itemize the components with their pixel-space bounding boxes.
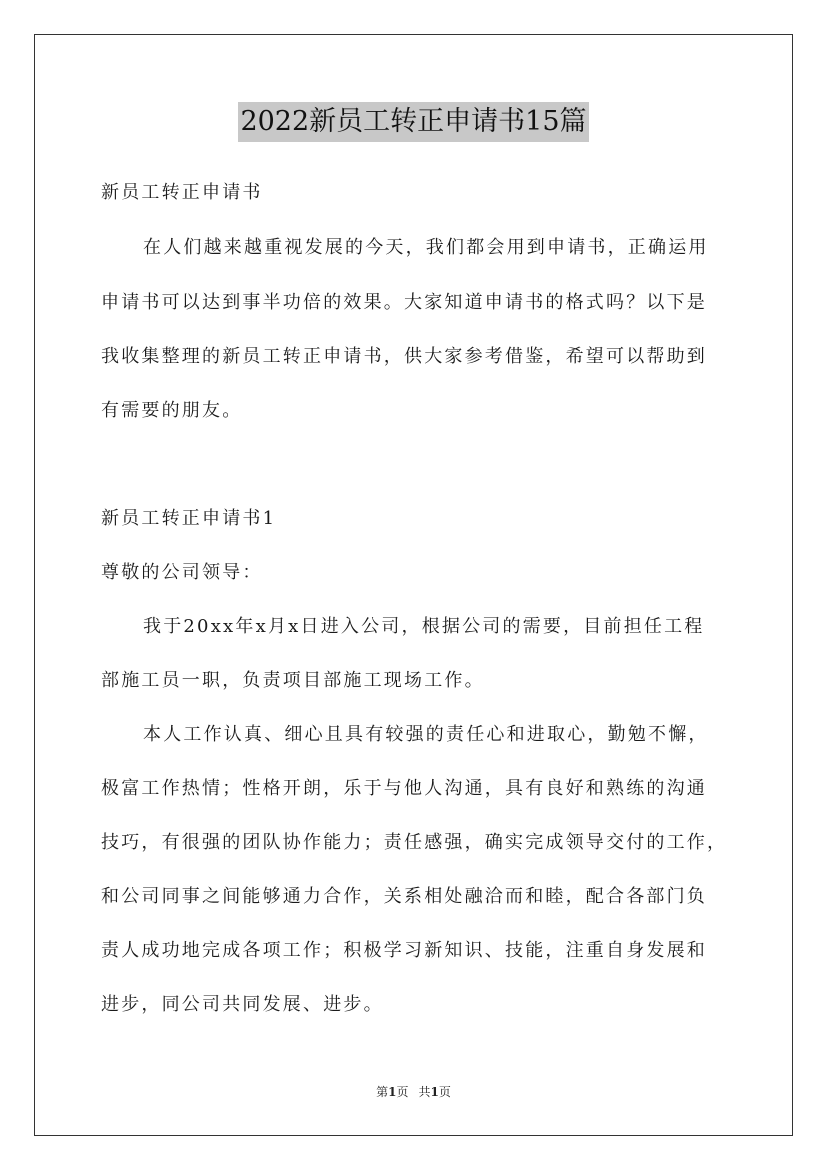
paragraph-line: 技巧，有很强的团队协作能力；责任感强，确实完成领导交付的工作，	[101, 832, 728, 853]
footer-page-suffix: 页	[396, 1085, 409, 1099]
paragraph-line: 和公司同事之间能够通力合作，关系相处融洽而和睦，配合各部门负	[101, 886, 707, 907]
document-title: 2022新员工转正申请书15篇	[238, 102, 588, 142]
paragraph-line: 我于20xx年x月x日进入公司，根据公司的需要，目前担任工程	[143, 616, 705, 637]
footer-total-prefix: 共	[418, 1085, 431, 1099]
intro-line: 在人们越来越重视发展的今天，我们都会用到申请书，正确运用	[143, 237, 709, 258]
paragraph-line: 进步，同公司共同发展、进步。	[101, 994, 384, 1015]
paragraph-line: 极富工作热情；性格开朗，乐于与他人沟通，具有良好和熟练的沟通	[101, 778, 707, 799]
title-container	[0, 102, 827, 142]
intro-line: 有需要的朋友。	[101, 400, 243, 421]
item-heading: 新员工转正申请书1	[101, 508, 277, 529]
salutation: 尊敬的公司领导：	[101, 562, 263, 583]
paragraph-line: 部施工员一职，负责项目部施工现场工作。	[101, 670, 485, 691]
footer-total-number: 1	[430, 1085, 439, 1099]
paragraph-line: 本人工作认真、细心且具有较强的责任心和进取心，勤勉不懈，	[143, 724, 709, 745]
page-footer	[0, 1084, 827, 1100]
footer-page-number: 1	[388, 1085, 397, 1099]
footer-total-suffix: 页	[438, 1085, 451, 1099]
intro-line: 我收集整理的新员工转正申请书，供大家参考借鉴，希望可以帮助到	[101, 346, 707, 367]
paragraph-line: 责人成功地完成各项工作；积极学习新知识、技能，注重自身发展和	[101, 940, 707, 961]
intro-line: 申请书可以达到事半功倍的效果。大家知道申请书的格式吗？以下是	[101, 292, 707, 313]
footer-page-prefix: 第	[376, 1085, 389, 1099]
section-heading: 新员工转正申请书	[101, 182, 263, 203]
